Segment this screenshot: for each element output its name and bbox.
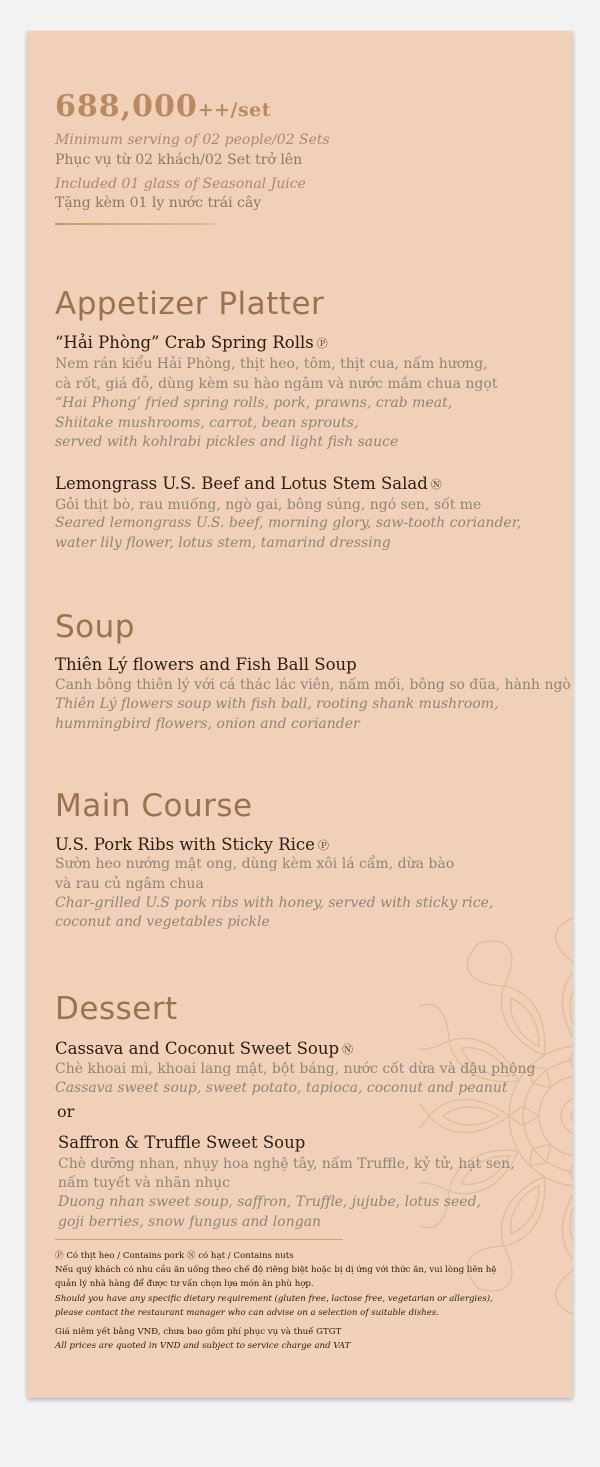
price-unit: ++/set [197, 99, 272, 121]
nuts-tag-icon: Ⓝ [430, 478, 442, 491]
dietary-note-vn: Nếu quý khách có nhu cầu ăn uống theo chế độ riêng biệt hoặc bị dị ứng với thức ăn, vui lòng liên hệ [55, 1265, 497, 1275]
dish-desc-vn: Chè khoai mì, khoai lang mật, bột báng, nước cốt dừa và đậu phộng [55, 1061, 536, 1077]
dish-desc-vn: và rau củ ngâm chua [55, 876, 204, 892]
footer-divider [55, 1239, 343, 1240]
dish-desc-en: Char-grilled U.S pork ribs with honey, served with sticky rice, [55, 895, 494, 911]
dish-name: Lemongrass U.S. Beef and Lotus Stem Salad Ⓝ [55, 474, 442, 493]
dish-desc-vn: Sườn heo nướng mật ong, dùng kèm xôi lá cẩm, dừa bào [55, 856, 455, 872]
dish-desc-vn: Nem rán kiểu Hải Phòng, thịt heo, tôm, thịt cua, nấm hương, [55, 356, 488, 372]
dietary-note-en: please contact the restaurant manager who can advise on a selection of suitable dishes. [55, 1308, 439, 1318]
min-serving-en: Minimum serving of 02 people/02 Sets [55, 132, 330, 148]
dish-desc-en: Cassava sweet soup, sweet potato, tapioca, coconut and peanut [55, 1080, 508, 1096]
nuts-tag-icon: Ⓝ [342, 1043, 354, 1056]
mandala-ornament [419, 916, 573, 1316]
section-title-soup: Soup [55, 609, 135, 645]
section-title-appetizer: Appetizer Platter [55, 286, 325, 322]
dish-desc-vn: cà rốt, giá đỗ, dùng kèm su hào ngâm và nước mắm chua ngọt [55, 376, 498, 392]
dish-desc-en: “Hai Phong’ fried spring rolls, pork, prawns, crab meat, [55, 395, 453, 411]
dish-desc-en: goji berries, snow fungus and longan [58, 1214, 322, 1230]
included-en: Included 01 glass of Seasonal Juice [55, 176, 306, 192]
dish-desc-vn: Canh bông thiên lý với cá thác lác viên, nấm mối, bông so đũa, hành ngò [55, 677, 571, 693]
dish-desc-vn: Chè dưỡng nhan, nhụy hoa nghệ tây, nấm Truffle, kỷ tử, hạt sen, [58, 1156, 515, 1172]
header-divider [55, 223, 215, 225]
dish-desc-vn: Gỏi thịt bò, rau muống, ngò gai, bông súng, ngó sen, sốt me [55, 497, 482, 513]
pork-tag-icon: Ⓟ [316, 337, 328, 350]
menu-card [27, 31, 573, 1398]
dish-name: Saffron & Truffle Sweet Soup [58, 1133, 306, 1152]
dish-desc-en: served with kohlrabi pickles and light fish sauce [55, 434, 399, 450]
dish-desc-en: Thiên Lý flowers soup with fish ball, rooting shank mushroom, [55, 696, 499, 712]
section-title-main-course: Main Course [55, 788, 253, 824]
dish-name: U.S. Pork Ribs with Sticky Rice Ⓟ [55, 835, 329, 854]
set-price: 688,000++/set [55, 89, 272, 124]
dietary-note-vn: quản lý nhà hàng để được tư vấn chọn lựa món ăn phù hợp. [55, 1279, 314, 1289]
dish-desc-en: hummingbird flowers, onion and coriander [55, 716, 360, 732]
allergen-legend: Ⓟ Có thịt heo / Contains pork Ⓝ có hạt / Contains nuts [55, 1251, 294, 1261]
pork-tag-icon: Ⓟ [317, 839, 329, 852]
dish-desc-en: coconut and vegetables pickle [55, 914, 270, 930]
included-vn: Tặng kèm 01 ly nước trái cây [55, 195, 262, 211]
dish-name: Thiên Lý flowers and Fish Ball Soup [55, 655, 357, 674]
dish-desc-en: water lily flower, lotus stem, tamarind dressing [55, 535, 391, 551]
min-serving-vn: Phục vụ từ 02 khách/02 Set trở lên [55, 152, 303, 168]
dish-desc-en: Seared lemongrass U.S. beef, morning glory, saw-tooth coriander, [55, 515, 522, 531]
price-note-en: All prices are quoted in VND and subject to service charge and VAT [55, 1341, 351, 1351]
dietary-note-en: Should you have any specific dietary requirement (gluten free, lactose free, vegetarian or allergies), [55, 1294, 493, 1304]
dish-name: Cassava and Coconut Sweet Soup Ⓝ [55, 1039, 354, 1058]
or-separator: or [57, 1102, 75, 1121]
dish-desc-en: Shiitake mushrooms, carrot, bean sprouts, [55, 415, 359, 431]
price-note-vn: Giá niêm yết bằng VNĐ, chưa bao gồm phí phục vụ và thuế GTGT [55, 1327, 342, 1337]
section-title-dessert: Dessert [55, 991, 178, 1027]
dish-name: “Hải Phòng” Crab Spring Rolls Ⓟ [55, 333, 328, 352]
dish-desc-en: Duong nhan sweet soup, saffron, Truffle, jujube, lotus seed, [58, 1194, 481, 1210]
dish-desc-vn: nấm tuyết và nhãn nhục [58, 1175, 231, 1191]
